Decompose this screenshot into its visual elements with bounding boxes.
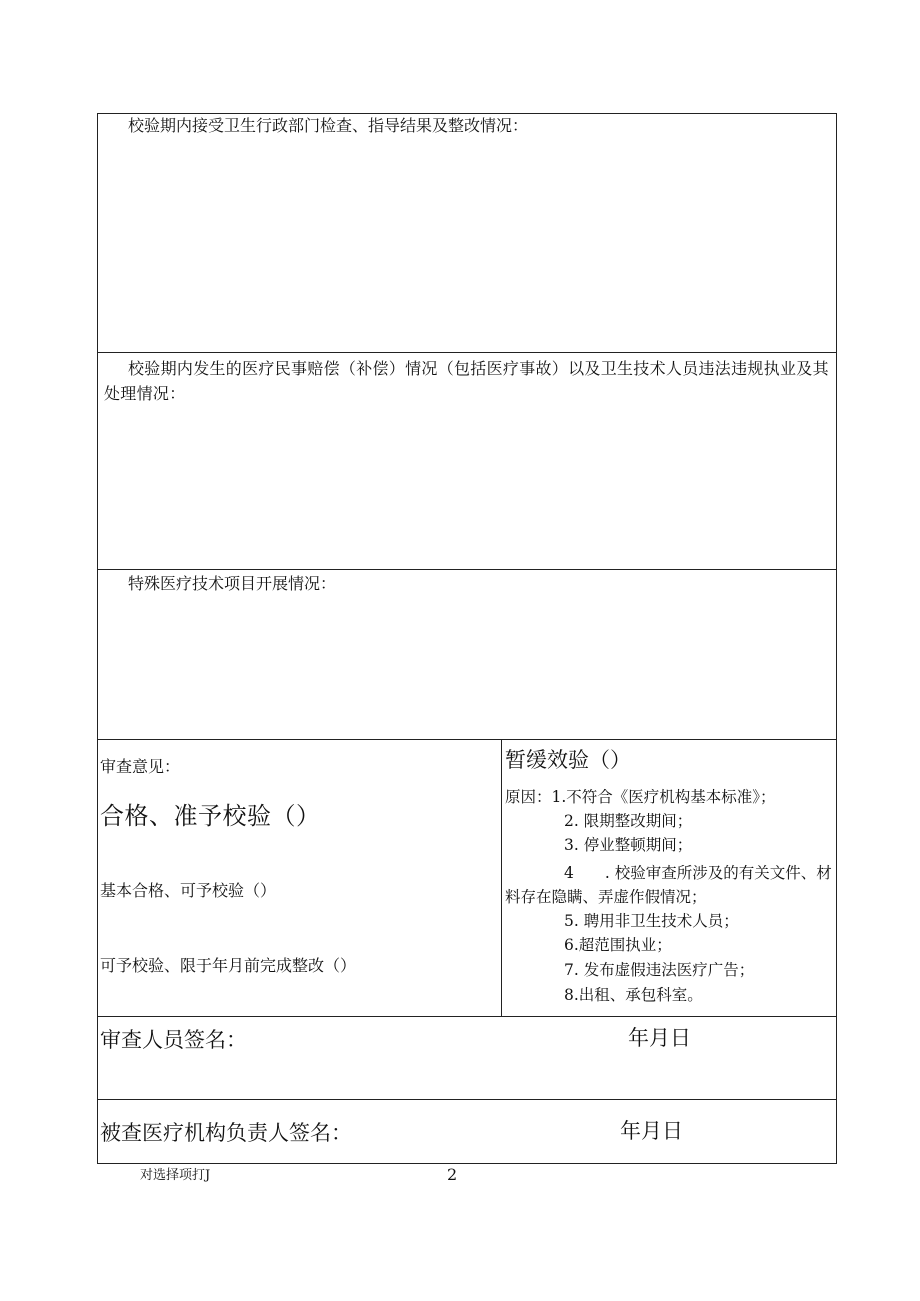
postpone-reason-8: 8.出租、承包科室。 — [564, 986, 703, 1004]
postpone-reason-1: 原因：1.不符合《医疗机构基本标准》； — [505, 788, 776, 806]
reviewer-signature-label: 审查人员签名： — [100, 1028, 247, 1052]
divider-2 — [97, 569, 837, 570]
review-column-divider — [501, 739, 502, 1016]
footer-note: 对选择项打J — [140, 1168, 211, 1183]
postpone-reason-3: 3. 停业整顿期间； — [564, 836, 693, 854]
postpone-reason-4: 4 . 校验审查所涉及的有关文件、材料存在隐瞒、弄虚作假情况； — [505, 864, 832, 906]
page-number: 2 — [447, 1165, 458, 1184]
form-table-frame — [97, 113, 837, 1164]
compensation-section-label: 校验期内发生的医疗民事赔偿（补偿）情况（包括医疗事故）以及卫生技术人员违法违规执业及其处理情况： — [104, 359, 829, 403]
review-label: 审查意见： — [100, 757, 181, 776]
institution-signature-date: 年月日 — [620, 1119, 683, 1143]
review-option-basic: 基本合格、可予校验（） — [100, 881, 277, 900]
special-tech-section-label: 特殊医疗技术项目开展情况： — [128, 574, 337, 593]
review-option-deadline: 可予校验、限于年月前完成整改（） — [100, 956, 357, 975]
inspection-section-label: 校验期内接受卫生行政部门检查、指导结果及整改情况： — [128, 116, 529, 135]
divider-3 — [97, 739, 837, 740]
postpone-reason-5: 5. 聘用非卫生技术人员； — [564, 912, 739, 930]
institution-signature-label: 被查医疗机构负责人签名： — [100, 1121, 352, 1145]
reviewer-signature-date: 年月日 — [628, 1026, 691, 1050]
postpone-reason-2: 2. 限期整改期间； — [564, 812, 693, 830]
review-option-pass: 合格、准予校验（） — [100, 802, 321, 830]
divider-4 — [97, 1016, 837, 1017]
divider-5 — [97, 1099, 837, 1100]
postpone-reason-7: 7. 发布虚假违法医疗广告； — [564, 961, 755, 979]
divider-1 — [97, 352, 837, 353]
postpone-reason-6: 6.超范围执业； — [564, 936, 672, 954]
postpone-title: 暂缓效验（） — [505, 748, 631, 772]
